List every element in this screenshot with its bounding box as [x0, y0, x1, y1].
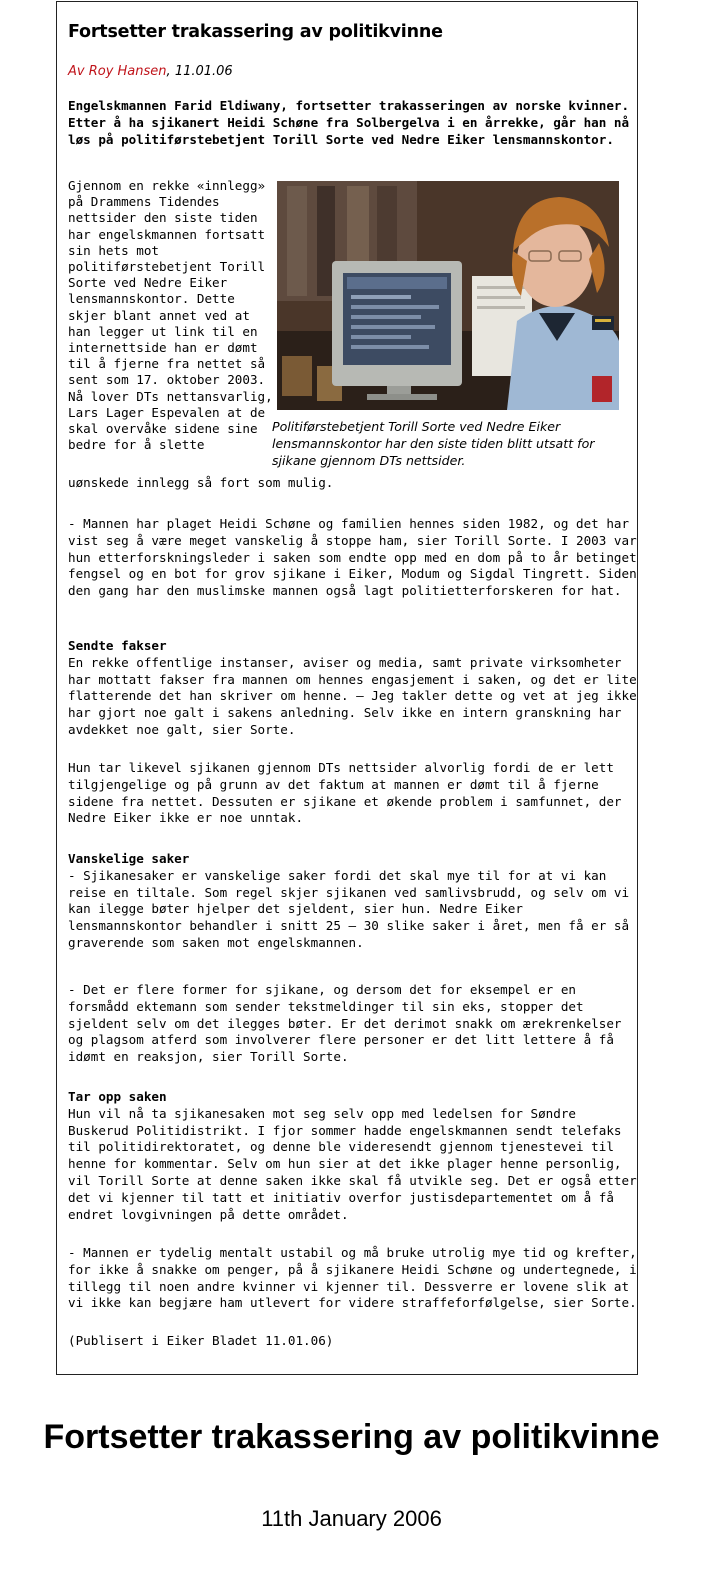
article-clipping	[56, 1, 638, 1375]
intro-paragraph-tail: uønskede innlegg så fort som mulig.	[68, 475, 334, 490]
photo-caption: Politiførstebetjent Torill Sorte ved Nedre Eiker lensmannskontor har den siste tiden blitt utsatt for sjikane gjennom DTs nettsider.	[272, 419, 595, 468]
article-headline: Fortsetter trakassering av politikvinne	[68, 22, 443, 42]
intro-paragraph: Gjennom en rekke «innlegg» på Drammens Tidendes nettsider den siste tiden har engelskmannen fortsatt sin hets mot politiførstebetjent Torill Sorte ved Nedre Eiker lensmannskontor. Dette skjer blant annet ved at han legger ut link til en internettside han er dømt til å fjerne fra nettet så sent som 17. oktober 2003. Nå lover DTs nettansvarlig, Lars Lager Espevalen at de skal overvåke sidene sine bedre for å slette	[68, 178, 273, 453]
article-photo	[277, 181, 619, 410]
page-date: 11th January 2006	[261, 1506, 442, 1531]
body-paragraph-1: - Mannen har plaget Heidi Schøne og familien hennes siden 1982, og det har vist seg å være meget vanskelig å stoppe ham, sier Torill Sorte. I 2003 var hun etterforskningsleder i saken som endte opp med en dom på to år betinget fengsel og en bot for grov sjikane i Eiker, Modum og Sigdal Tingrett. Siden den gang har den muslimske mannen også lagt politietterforskeren for hat.	[68, 516, 637, 599]
body-paragraph-2: En rekke offentlige instanser, aviser og media, samt private virksomheter har mottatt fakser fra mannen om hennes engasjement i saken, og det er lite flatterende det han skriver om henne. – Jeg takler dette og vet at jeg ikke har gjort noe galt i sakens anledning. Selv ikke en intern granskning har avdekket noe galt, sier Sorte.	[68, 654, 637, 737]
page-title: Fortsetter trakassering av politikvinne	[43, 1418, 660, 1456]
published-note: (Publisert i Eiker Bladet 11.01.06)	[68, 1333, 334, 1348]
officer-photo-image	[277, 181, 619, 410]
body-paragraph-3: Hun tar likevel sjikanen gjennom DTs nettsider alvorlig fordi de er lett tilgjengelige og på grunn av det faktum at mannen er dømt til å fjerne sidene fra nettet. Dessuten er sjikane et økende problem i samfunnet, der Nedre Eiker ikke er noe unntak.	[68, 760, 622, 826]
section-vanskelige-saker	[68, 851, 638, 952]
body-paragraph-5: - Det er flere former for sjikane, og dersom det for eksempel er en forsmådd ektemann som sender tekstmeldinger til sin eks, stopper det sjeldent selv om det ilegges bøter. Er det derimot snakk om ærekrenkelser og plagsom atferd som involverer flere personer er det litt lettere å få idømt en reaksjon, sier Torill Sorte.	[68, 982, 622, 1065]
subheading-tar-opp-saken: Tar opp saken	[68, 1089, 167, 1104]
subheading-sendte-fakser: Sendte fakser	[68, 638, 167, 653]
byline-separator: ,	[166, 64, 171, 79]
body-paragraph-4: - Sjikanesaker er vanskelige saker fordi det skal mye til for at vi kan reise en tiltale. Som regel skjer sjikanen ved samlivsbrudd, og selv om vi kan ilegge bøter hjelper det sjeldent, sier hun. Nedre Eiker lensmannskontor behandler i snitt 25 – 30 slike saker i året, men få er så graverende som saken mot engelskmannen.	[68, 867, 630, 950]
body-paragraph-6: Hun vil nå ta sjikanesaken mot seg selv opp med ledelsen for Søndre Buskerud Politidistrikt. I fjor sommer hadde engelskmannen sendt telefaks til politidirektoratet, og denne ble videresendt gjennom tjenestevei til henne for kommentar. Selv om hun sier at det ikke plager henne personlig, vil Torill Sorte at denne saken ikke skal få utvikle seg. Det er også etter det vi kjenner til tatt et initiativ overfor justisdepartementet om å få endret lovgivningen på dette området.	[68, 1105, 637, 1222]
byline-date: 11.01.06	[174, 64, 233, 79]
body-paragraph-7: - Mannen er tydelig mentalt ustabil og må bruke utrolig mye tid og krefter, for ikke å snakke om penger, på å sjikanere Heidi Schøne og undertegnede, i tillegg til noen andre kvinner vi kjenner til. Dessverre er lovene slik at vi ikke kan begjære ham utlevert for videre straffeforfølgelse, sier Sorte.	[68, 1245, 637, 1311]
section-sendte-fakser	[68, 638, 638, 739]
subheading-vanskelige-saker: Vanskelige saker	[68, 851, 190, 866]
byline	[68, 64, 233, 79]
article-lead: Engelskmannen Farid Eldiwany, fortsetter trakasseringen av norske kvinner. Etter å ha sjikanert Heidi Schøne fra Solbergelva i en årrekke, går han nå løs på politiførstebetjent Torill Sorte ved Nedre Eiker lensmannskontor.	[68, 98, 630, 147]
section-tar-opp-saken	[68, 1089, 638, 1223]
byline-author: Av Roy Hansen	[68, 64, 167, 79]
